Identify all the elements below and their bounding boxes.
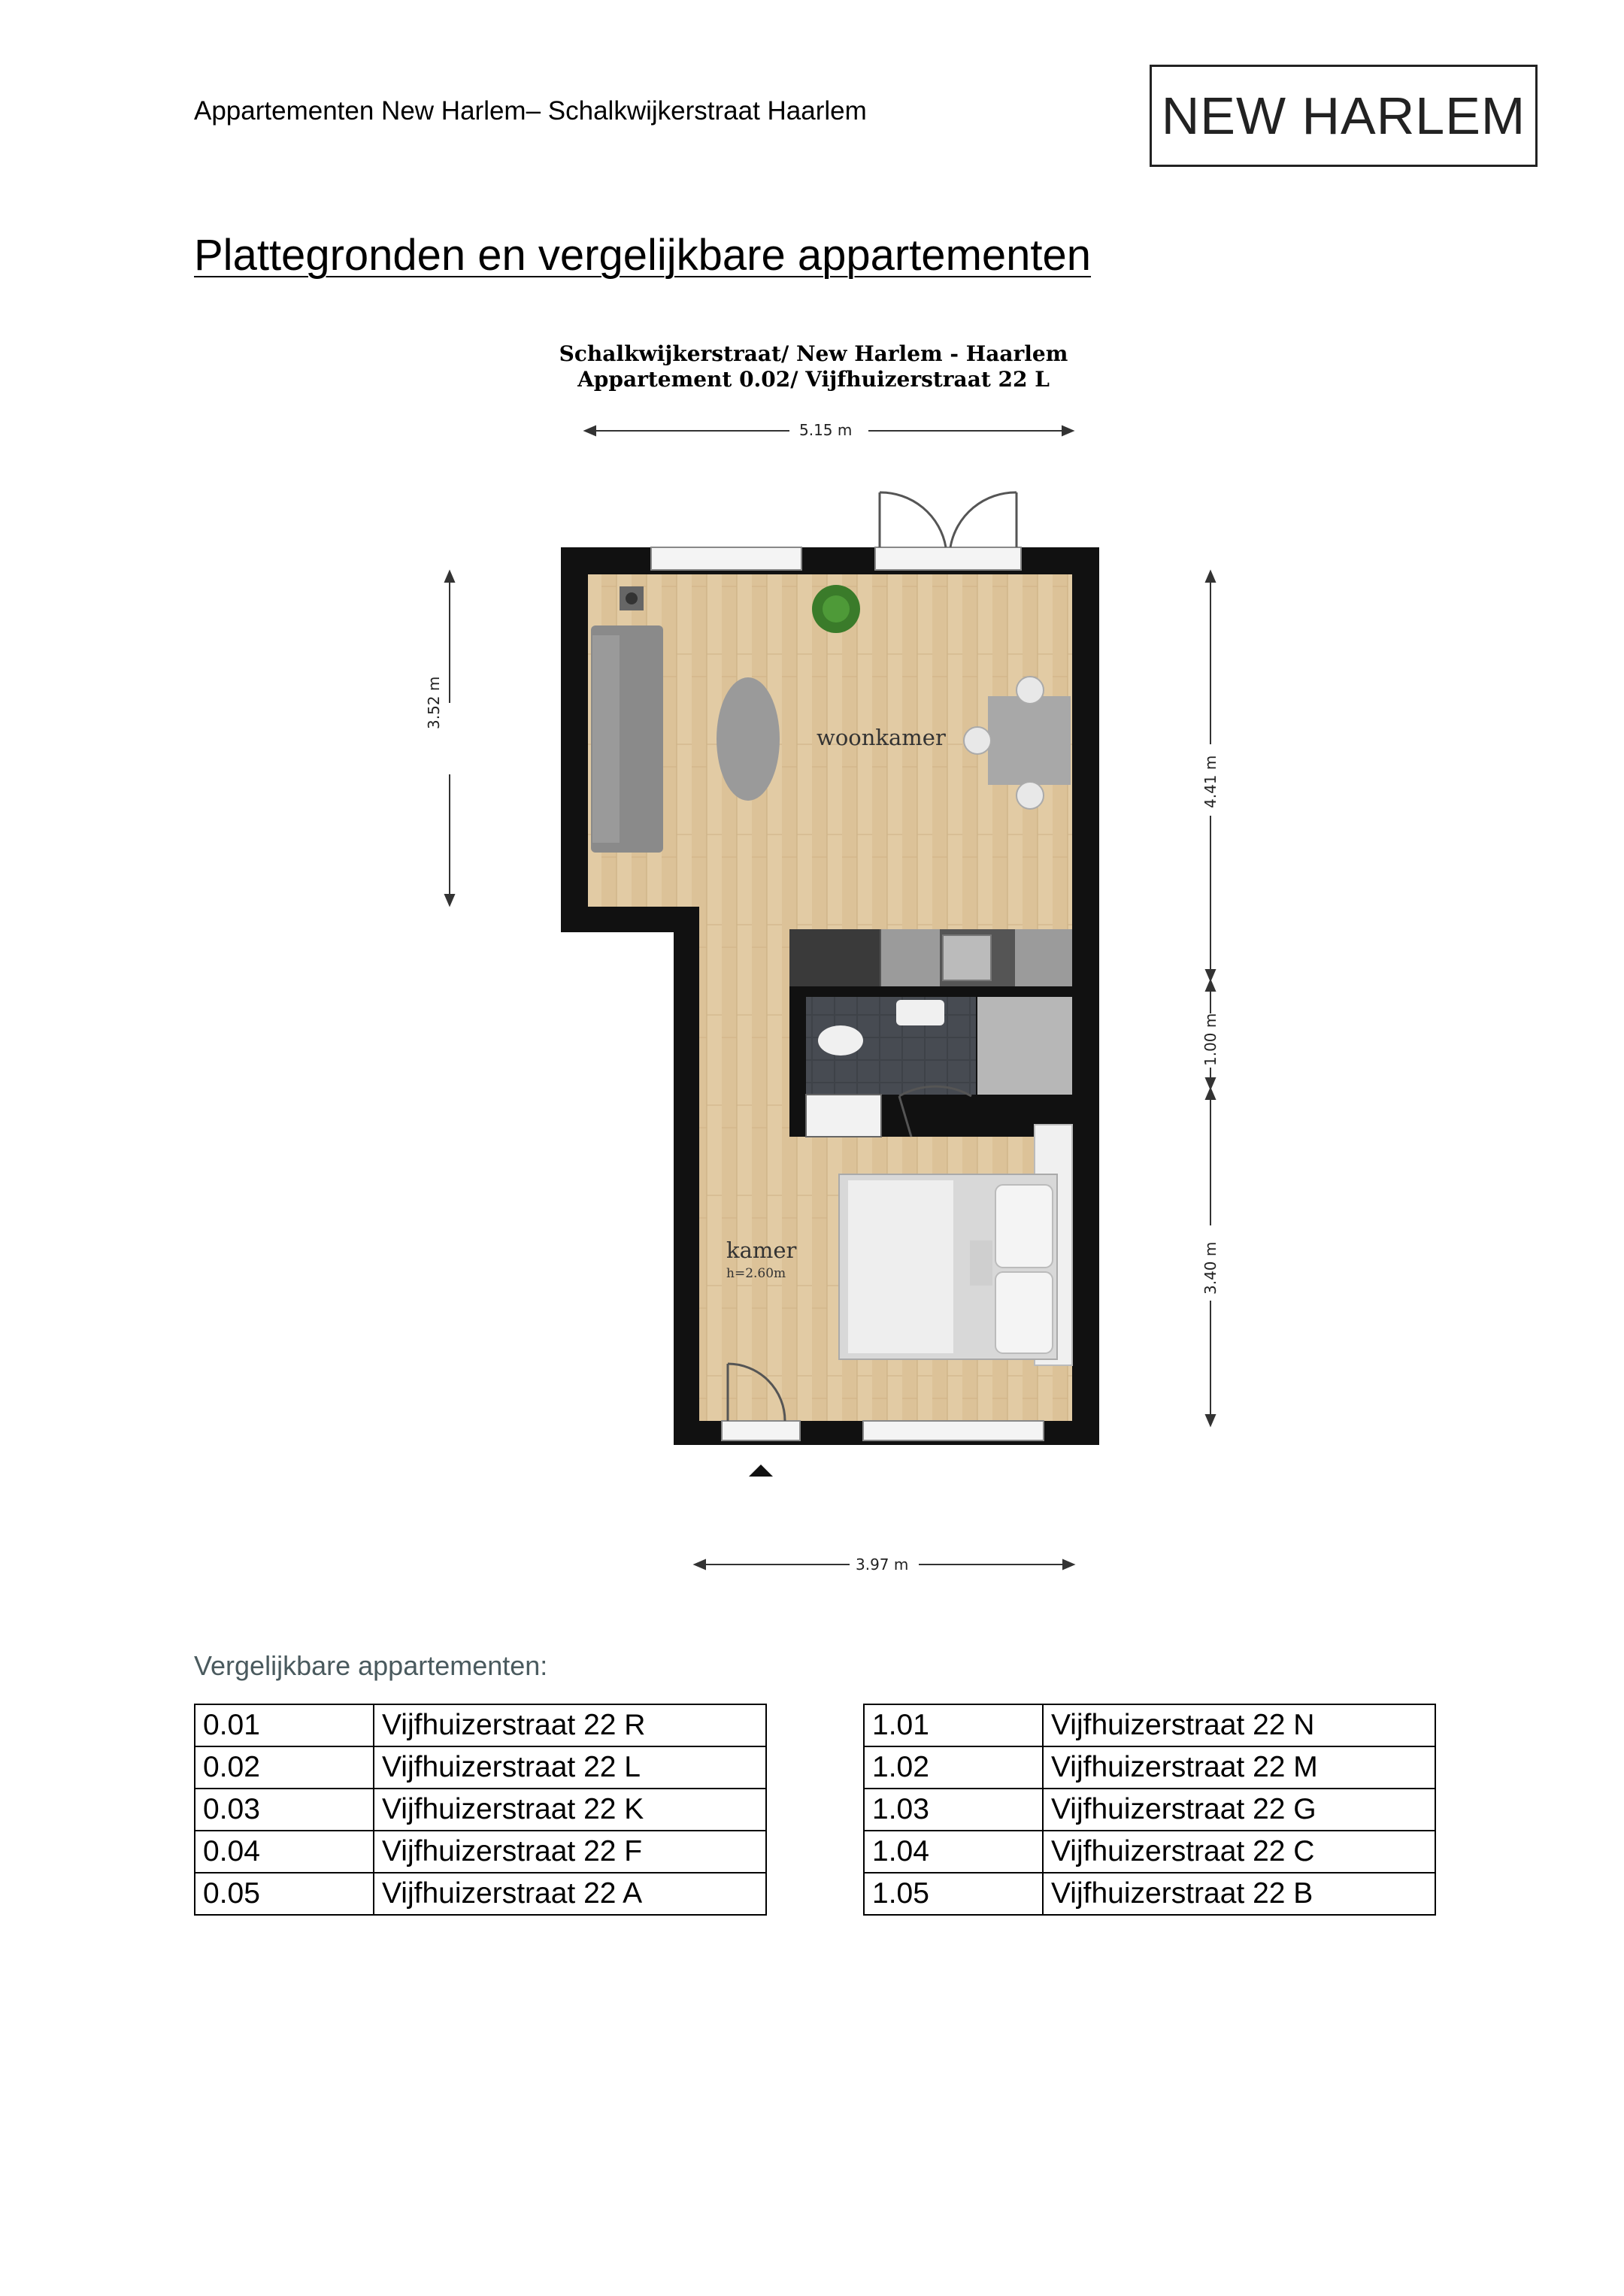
apartment-address: Vijfhuizerstraat 22 M — [1043, 1746, 1435, 1789]
table-row — [195, 1746, 766, 1789]
document-header: Appartementen New Harlem– Schalkwijkerstraat Haarlem — [194, 96, 867, 126]
pillow-top — [995, 1185, 1053, 1268]
apartment-address: Vijfhuizerstraat 22 B — [1043, 1873, 1435, 1915]
apartment-address: Vijfhuizerstraat 22 K — [374, 1789, 766, 1831]
room-label-living: woonkamer — [817, 725, 946, 750]
window-bottom-right — [863, 1421, 1044, 1440]
table-row — [864, 1831, 1435, 1873]
table-row — [195, 1873, 766, 1915]
page-title: Plattegronden en vergelijkbare appartementen — [194, 231, 1092, 280]
entrance-arrow-icon — [749, 1465, 773, 1477]
pillow-bottom — [995, 1272, 1053, 1353]
toilet-icon — [818, 1025, 863, 1056]
apartment-number: 0.04 — [195, 1831, 374, 1873]
rug — [717, 677, 780, 801]
window-top-left — [651, 547, 801, 570]
apartment-number: 0.01 — [195, 1704, 374, 1746]
plant-icon — [812, 585, 860, 633]
apartment-address: Vijfhuizerstraat 22 G — [1043, 1789, 1435, 1831]
balcony-doors — [880, 492, 1017, 547]
table-row — [864, 1789, 1435, 1831]
room-label-bedroom: kamer — [726, 1237, 797, 1263]
room-height-label: h=2.60m — [726, 1266, 786, 1281]
apartment-address: Vijfhuizerstraat 22 N — [1043, 1704, 1435, 1746]
dimension-right — [1206, 571, 1215, 1425]
washbasin-icon — [896, 1000, 944, 1025]
closet — [806, 1095, 881, 1137]
dim-label-top: 5.15 m — [799, 421, 853, 439]
apartment-number: 1.01 — [864, 1704, 1043, 1746]
floorplan-title: Schalkwijkerstraat/ New Harlem - Haarlem — [559, 341, 1068, 366]
window-bottom-left — [722, 1421, 800, 1440]
similar-apartments-table-left — [194, 1704, 767, 1916]
dim-label-right-upper: 4.41 m — [1201, 755, 1220, 808]
dimension-left — [445, 571, 454, 905]
logo — [1150, 65, 1538, 167]
apartment-number: 0.02 — [195, 1746, 374, 1789]
table-row — [864, 1746, 1435, 1789]
table-row — [195, 1789, 766, 1831]
dim-label-left: 3.52 m — [425, 676, 443, 729]
apartment-address: Vijfhuizerstraat 22 F — [374, 1831, 766, 1873]
dining-table — [988, 696, 1071, 785]
dim-label-right-middle: 1.00 m — [1201, 1013, 1220, 1066]
apartment-number: 0.03 — [195, 1789, 374, 1831]
apartment-number: 1.04 — [864, 1831, 1043, 1873]
table-row — [864, 1704, 1435, 1746]
sink-icon — [943, 935, 991, 980]
floorplan-drawing — [0, 316, 1624, 1594]
apartment-number: 1.02 — [864, 1746, 1043, 1789]
apartment-address: Vijfhuizerstraat 22 R — [374, 1704, 766, 1746]
logo-text: NEW HARLEM — [1161, 86, 1526, 145]
table-row — [195, 1704, 766, 1746]
apartment-number: 1.03 — [864, 1789, 1043, 1831]
apartment-address: Vijfhuizerstraat 22 C — [1043, 1831, 1435, 1873]
similar-apartments-heading: Vergelijkbare appartementen: — [194, 1650, 548, 1681]
table-row — [195, 1831, 766, 1873]
apartment-number: 1.05 — [864, 1873, 1043, 1915]
dim-label-right-lower: 3.40 m — [1201, 1241, 1220, 1295]
window-top-right — [875, 547, 1021, 570]
table-row — [864, 1873, 1435, 1915]
apartment-address: Vijfhuizerstraat 22 A — [374, 1873, 766, 1915]
shower — [977, 997, 1072, 1095]
dim-label-bottom: 3.97 m — [856, 1555, 909, 1574]
floorplan-subtitle: Appartement 0.02/ Vijfhuizerstraat 22 L — [577, 367, 1050, 392]
apartment-number: 0.05 — [195, 1873, 374, 1915]
apartment-address: Vijfhuizerstraat 22 L — [374, 1746, 766, 1789]
similar-apartments-table-right — [863, 1704, 1436, 1916]
